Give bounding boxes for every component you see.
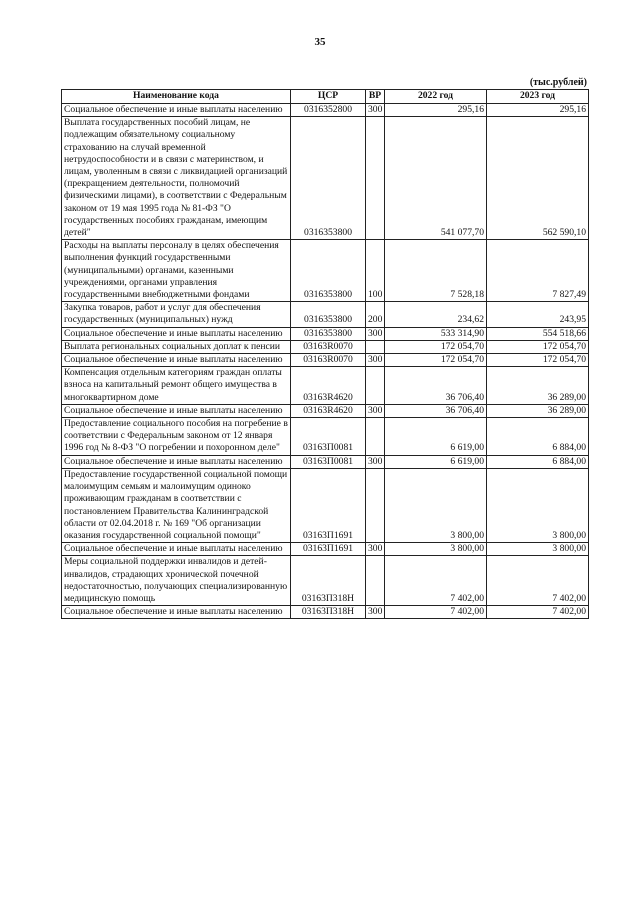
table-row — [62, 404, 589, 417]
cell-2023: 3 800,00 — [487, 543, 589, 556]
cell-vr — [366, 556, 385, 606]
cell-2022: 36 706,40 — [385, 367, 487, 405]
header-csr: ЦСР — [291, 90, 366, 104]
cell-vr: 300 — [366, 404, 385, 417]
cell-2023: 3 800,00 — [487, 468, 589, 542]
cell-csr: 03163R0070 — [291, 340, 366, 353]
cell-vr: 300 — [366, 606, 385, 619]
cell-vr — [366, 117, 385, 240]
cell-name: Предоставление социального пособия на погребение в соответствии с Федеральным законом от 12 января 1996 год № 8-ФЗ "О погребении и похоронном деле" — [62, 418, 291, 456]
table-row — [62, 327, 589, 340]
cell-name: Расходы на выплаты персоналу в целях обеспечения выполнения функций государственными (муниципальными) органами, казенными учреждениями, органами управления государственными внебюджетными фондами — [62, 240, 291, 302]
cell-2022: 36 706,40 — [385, 404, 487, 417]
cell-csr: 03163П0081 — [291, 455, 366, 468]
cell-vr — [366, 367, 385, 405]
cell-2023: 562 590,10 — [487, 117, 589, 240]
table-row — [62, 104, 589, 117]
cell-csr: 03163П318Н — [291, 556, 366, 606]
cell-csr: 0316353800 — [291, 327, 366, 340]
cell-name: Социальное обеспечение и иные выплаты населению — [62, 104, 291, 117]
cell-2023: 243,95 — [487, 302, 589, 327]
cell-csr: 0316352800 — [291, 104, 366, 117]
units-label: (тыс.рублей) — [529, 77, 587, 88]
cell-2022: 172 054,70 — [385, 354, 487, 367]
cell-2022: 234,62 — [385, 302, 487, 327]
cell-name: Выплата региональных социальных доплат к пенсии — [62, 340, 291, 353]
cell-name: Компенсация отдельным категориям граждан оплаты взноса на капитальный ремонт общего имущества в многоквартирном доме — [62, 367, 291, 405]
budget-table — [61, 89, 589, 619]
cell-csr: 03163П318Н — [291, 606, 366, 619]
cell-vr: 200 — [366, 302, 385, 327]
cell-name: Предоставление государственной социальной помощи малоимущим семьям и малоимущим одиноко проживающим гражданам в соответствии с постановлением Правительства Калининградской области от 02.04.2018 г. № 169 "Об организации оказания государственной социальной помощи" — [62, 468, 291, 542]
header-vr: ВР — [366, 90, 385, 104]
cell-2022: 541 077,70 — [385, 117, 487, 240]
table-row — [62, 340, 589, 353]
cell-2022: 533 314,90 — [385, 327, 487, 340]
cell-2023: 295,16 — [487, 104, 589, 117]
cell-vr: 300 — [366, 104, 385, 117]
cell-vr — [366, 468, 385, 542]
cell-2022: 3 800,00 — [385, 543, 487, 556]
cell-vr: 300 — [366, 327, 385, 340]
cell-2023: 36 289,00 — [487, 367, 589, 405]
cell-2022: 6 619,00 — [385, 455, 487, 468]
cell-2023: 7 402,00 — [487, 606, 589, 619]
cell-csr: 0316353800 — [291, 117, 366, 240]
cell-name: Закупка товаров, работ и услуг для обеспечения государственных (муниципальных) нужд — [62, 302, 291, 327]
table-row — [62, 367, 589, 405]
table-row — [62, 455, 589, 468]
cell-2022: 3 800,00 — [385, 468, 487, 542]
table-row — [62, 606, 589, 619]
cell-csr: 03163П1691 — [291, 468, 366, 542]
cell-2022: 7 402,00 — [385, 556, 487, 606]
cell-name: Меры социальной поддержки инвалидов и детей-инвалидов, страдающих хронической почечной недостаточностью, получающих специализированную медицинскую помощь — [62, 556, 291, 606]
cell-2023: 6 884,00 — [487, 418, 589, 456]
cell-name: Социальное обеспечение и иные выплаты населению — [62, 543, 291, 556]
table-body — [62, 104, 589, 619]
cell-name: Социальное обеспечение и иные выплаты населению — [62, 404, 291, 417]
cell-2023: 36 289,00 — [487, 404, 589, 417]
cell-2022: 7 402,00 — [385, 606, 487, 619]
cell-2023: 554 518,66 — [487, 327, 589, 340]
cell-vr: 300 — [366, 455, 385, 468]
cell-csr: 03163R0070 — [291, 354, 366, 367]
page-number: 35 — [314, 36, 326, 48]
cell-csr: 03163П1691 — [291, 543, 366, 556]
table-row — [62, 302, 589, 327]
cell-csr: 03163R4620 — [291, 404, 366, 417]
table-row — [62, 354, 589, 367]
cell-name: Социальное обеспечение и иные выплаты населению — [62, 455, 291, 468]
cell-vr: 300 — [366, 354, 385, 367]
cell-vr: 100 — [366, 240, 385, 302]
cell-vr — [366, 418, 385, 456]
cell-2023: 7 827,49 — [487, 240, 589, 302]
cell-name: Социальное обеспечение и иные выплаты населению — [62, 606, 291, 619]
table-row — [62, 418, 589, 456]
header-name: Наименование кода — [62, 90, 291, 104]
cell-name: Выплата государственных пособий лицам, не подлежащим обязательному социальному страхованию на случай временной нетрудоспособности и в связи с материнством, и лицам, уволенным в связи с ликвидацией организаций (прекращением деятельности, полномочий физическими лицами), в соответствии с Федеральным законом от 19 мая 1995 года № 81-ФЗ "О государственных пособиях гражданам, имеющим детей" — [62, 117, 291, 240]
table-row — [62, 240, 589, 302]
cell-2022: 295,16 — [385, 104, 487, 117]
cell-2023: 7 402,00 — [487, 556, 589, 606]
table-row — [62, 117, 589, 240]
cell-vr — [366, 340, 385, 353]
table-row — [62, 543, 589, 556]
cell-csr: 03163П0081 — [291, 418, 366, 456]
cell-name: Социальное обеспечение и иные выплаты населению — [62, 327, 291, 340]
cell-2023: 172 054,70 — [487, 340, 589, 353]
header-2022: 2022 год — [385, 90, 487, 104]
cell-csr: 03163R4620 — [291, 367, 366, 405]
table-row — [62, 556, 589, 606]
cell-vr: 300 — [366, 543, 385, 556]
table-header-row — [62, 90, 589, 104]
table-row — [62, 468, 589, 542]
cell-2022: 6 619,00 — [385, 418, 487, 456]
cell-2022: 7 528,18 — [385, 240, 487, 302]
header-2023: 2023 год — [487, 90, 589, 104]
cell-name: Социальное обеспечение и иные выплаты населению — [62, 354, 291, 367]
cell-2023: 172 054,70 — [487, 354, 589, 367]
cell-csr: 0316353800 — [291, 302, 366, 327]
cell-2022: 172 054,70 — [385, 340, 487, 353]
cell-csr: 0316353800 — [291, 240, 366, 302]
cell-2023: 6 884,00 — [487, 455, 589, 468]
